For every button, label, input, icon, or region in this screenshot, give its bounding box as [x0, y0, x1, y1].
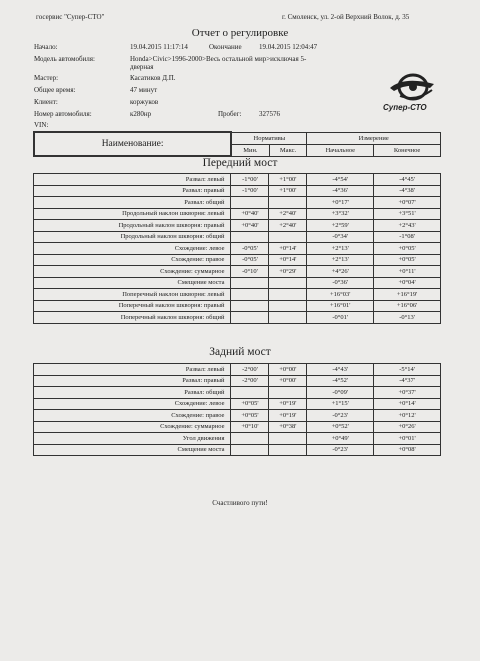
norm-max-cell: +0°14' — [269, 254, 307, 266]
master-label: Мастер: — [34, 74, 59, 82]
end-value: 19.04.2015 12:04:47 — [259, 43, 318, 51]
param-name-cell: Схождение: правое — [34, 254, 231, 266]
front-axle-title: Передний мост — [202, 157, 278, 169]
table-header — [33, 131, 441, 157]
measure-final-cell: +0°11' — [374, 266, 441, 278]
param-name-cell: Продольный наклон шкворня: общий — [34, 231, 231, 243]
norm-min-cell — [231, 444, 269, 456]
norm-min-cell — [231, 277, 269, 289]
number-label: Номер автомобиля: — [34, 110, 92, 118]
table-row — [34, 375, 441, 387]
model-value-cont: дверная — [130, 63, 154, 71]
norm-min-cell: -0°10' — [231, 266, 269, 278]
param-name-cell: Развал: правый — [34, 185, 231, 197]
vin-label: VIN: — [34, 121, 49, 129]
table-row — [34, 312, 441, 324]
measure-final-cell: +0°04' — [374, 277, 441, 289]
measure-final-cell: +0°37' — [374, 387, 441, 399]
norm-max-cell: +0°00' — [269, 375, 307, 387]
measure-final-cell: +16°06' — [374, 300, 441, 312]
measure-final-cell: -4°45' — [374, 174, 441, 186]
measure-initial-cell: -4°43' — [307, 364, 374, 376]
norm-min-cell — [231, 433, 269, 445]
norm-max-cell: +0°19' — [269, 398, 307, 410]
measure-final-cell: +0°01' — [374, 433, 441, 445]
norm-min-cell: -0°05' — [231, 254, 269, 266]
param-name-cell: Угол движения — [34, 433, 231, 445]
table-row — [34, 277, 441, 289]
norm-max-cell — [269, 231, 307, 243]
norm-min-cell: +0°40' — [231, 208, 269, 220]
measure-initial-cell: -4°52' — [307, 375, 374, 387]
measure-final-cell: +0°07' — [374, 197, 441, 209]
norm-min-cell: -0°05' — [231, 243, 269, 255]
norm-max-cell — [269, 444, 307, 456]
measure-initial-cell: +0°49' — [307, 433, 374, 445]
table-row — [34, 398, 441, 410]
param-name-cell: Схождение: правое — [34, 410, 231, 422]
col-final-header: Конечное — [374, 144, 441, 156]
mileage-label: Пробег: — [218, 110, 242, 118]
measure-initial-cell: +3°32' — [307, 208, 374, 220]
norm-min-cell: +0°05' — [231, 398, 269, 410]
measure-initial-cell: +4°26' — [307, 266, 374, 278]
norm-min-cell — [231, 300, 269, 312]
company-address: г. Смоленск, ул. 2-ой Верхний Волок, д. 35 — [282, 13, 410, 21]
norm-min-cell — [231, 231, 269, 243]
measure-final-cell: +0°05' — [374, 254, 441, 266]
param-name-cell: Развал: правый — [34, 375, 231, 387]
measure-final-cell: +0°26' — [374, 421, 441, 433]
norm-min-cell: +0°10' — [231, 421, 269, 433]
norm-min-cell: -1°00' — [231, 174, 269, 186]
mileage-value: 327576 — [259, 110, 280, 118]
table-row — [34, 387, 441, 399]
measure-initial-cell: -0°34' — [307, 231, 374, 243]
table-row — [34, 220, 441, 232]
measure-final-cell: +16°19' — [374, 289, 441, 301]
col-max-header: Макс. — [269, 144, 307, 156]
norm-max-cell: +0°00' — [269, 364, 307, 376]
table-row — [34, 174, 441, 186]
norm-max-cell: +1°00' — [269, 185, 307, 197]
param-name-cell: Смещение моста — [34, 444, 231, 456]
param-name-cell: Поперечный наклон шкворня: общий — [34, 312, 231, 324]
measure-final-cell: +0°05' — [374, 243, 441, 255]
table-row — [34, 231, 441, 243]
param-name-cell: Развал: левый — [34, 174, 231, 186]
param-name-cell: Поперечный наклон шкворня: правый — [34, 300, 231, 312]
norm-min-cell: +0°05' — [231, 410, 269, 422]
model-label: Модель автомобиля: — [34, 55, 95, 63]
table-row — [34, 364, 441, 376]
measure-final-cell: +3°51' — [374, 208, 441, 220]
param-name-cell: Поперечный наклон шкворня: левый — [34, 289, 231, 301]
table-row — [34, 433, 441, 445]
company-name: госервис "Супер-СТО" — [36, 13, 105, 21]
param-name-cell: Схождение: суммарное — [34, 266, 231, 278]
norm-max-cell: +1°00' — [269, 174, 307, 186]
norm-max-cell: +2°40' — [269, 220, 307, 232]
number-value: к280нр — [130, 110, 152, 118]
front-axle-table — [33, 173, 441, 324]
rear-axle-title: Задний мост — [209, 346, 271, 358]
measure-final-cell: +0°08' — [374, 444, 441, 456]
measure-final-cell: -5°14' — [374, 364, 441, 376]
table-row — [34, 243, 441, 255]
col-name-header: Наименование: — [34, 132, 231, 156]
report-title: Отчет о регулировке — [191, 27, 289, 39]
norm-min-cell: -2°00' — [231, 375, 269, 387]
param-name-cell: Схождение: левое — [34, 398, 231, 410]
norm-min-cell: -2°00' — [231, 364, 269, 376]
norm-min-cell — [231, 312, 269, 324]
norm-max-cell — [269, 312, 307, 324]
norm-max-cell: +2°40' — [269, 208, 307, 220]
measure-final-cell: -4°37' — [374, 375, 441, 387]
measure-initial-cell: -0°01' — [307, 312, 374, 324]
param-name-cell: Продольный наклон шкворня: правый — [34, 220, 231, 232]
col-measure-header: Измерение — [307, 132, 441, 144]
table-row — [34, 208, 441, 220]
param-name-cell: Продольный наклон шкворня: левый — [34, 208, 231, 220]
measure-final-cell: +0°12' — [374, 410, 441, 422]
master-value: Касатиков Д.П. — [130, 74, 176, 82]
norm-min-cell: +0°40' — [231, 220, 269, 232]
measure-initial-cell: +2°59' — [307, 220, 374, 232]
start-label: Начало: — [34, 43, 58, 51]
param-name-cell: Схождение: суммарное — [34, 421, 231, 433]
table-row — [34, 185, 441, 197]
footer-wish: Счастливого пути! — [212, 499, 268, 507]
norm-min-cell — [231, 197, 269, 209]
start-value: 19.04.2015 11:17:14 — [130, 43, 188, 51]
model-value: Honda>Civic>1996-2000>Весь остальной мир>исключая 5- — [130, 55, 307, 63]
table-row — [34, 421, 441, 433]
measure-initial-cell: +0°17' — [307, 197, 374, 209]
super-sto-logo-icon — [386, 72, 438, 104]
norm-min-cell: -1°00' — [231, 185, 269, 197]
measure-final-cell: +0°14' — [374, 398, 441, 410]
measure-initial-cell: +0°52' — [307, 421, 374, 433]
measure-final-cell: -0°13' — [374, 312, 441, 324]
measure-final-cell: +2°43' — [374, 220, 441, 232]
norm-max-cell — [269, 197, 307, 209]
table-row — [34, 289, 441, 301]
table-row — [34, 266, 441, 278]
client-label: Клиент: — [34, 98, 58, 106]
measure-initial-cell: +16°01' — [307, 300, 374, 312]
col-norms-header: Нормативы — [231, 132, 307, 144]
measure-initial-cell: +2°13' — [307, 243, 374, 255]
norm-max-cell — [269, 277, 307, 289]
table-row — [34, 410, 441, 422]
norm-max-cell — [269, 300, 307, 312]
param-name-cell: Смещение моста — [34, 277, 231, 289]
table-row — [34, 444, 441, 456]
measure-initial-cell: -0°23' — [307, 410, 374, 422]
norm-max-cell — [269, 289, 307, 301]
time-label: Общее время: — [34, 86, 76, 94]
rear-axle-table — [33, 363, 441, 456]
measure-initial-cell: +1°15' — [307, 398, 374, 410]
norm-min-cell — [231, 289, 269, 301]
measure-initial-cell: +16°03' — [307, 289, 374, 301]
norm-max-cell — [269, 387, 307, 399]
measure-initial-cell: -4°54' — [307, 174, 374, 186]
param-name-cell: Развал: левый — [34, 364, 231, 376]
norm-max-cell: +0°14' — [269, 243, 307, 255]
col-min-header: Мин. — [231, 144, 269, 156]
time-value: 47 минут — [130, 86, 158, 94]
table-row — [34, 254, 441, 266]
norm-max-cell — [269, 433, 307, 445]
measure-final-cell: -1°08' — [374, 231, 441, 243]
measure-initial-cell: -0°23' — [307, 444, 374, 456]
measure-initial-cell: -0°09' — [307, 387, 374, 399]
measure-initial-cell: -0°36' — [307, 277, 374, 289]
table-row — [34, 300, 441, 312]
param-name-cell: Развал: общий — [34, 387, 231, 399]
end-label: Окончание — [209, 43, 242, 51]
norm-max-cell: +0°38' — [269, 421, 307, 433]
col-initial-header: Начальное — [307, 144, 374, 156]
norm-min-cell — [231, 387, 269, 399]
measure-final-cell: -4°38' — [374, 185, 441, 197]
norm-max-cell: +0°29' — [269, 266, 307, 278]
norm-max-cell: +0°19' — [269, 410, 307, 422]
param-name-cell: Схождение: левое — [34, 243, 231, 255]
client-value: коржуков — [130, 98, 159, 106]
logo-text: Супер-СТО — [383, 103, 427, 112]
table-row — [34, 197, 441, 209]
measure-initial-cell: +2°13' — [307, 254, 374, 266]
measure-initial-cell: -4°36' — [307, 185, 374, 197]
param-name-cell: Развал: общий — [34, 197, 231, 209]
